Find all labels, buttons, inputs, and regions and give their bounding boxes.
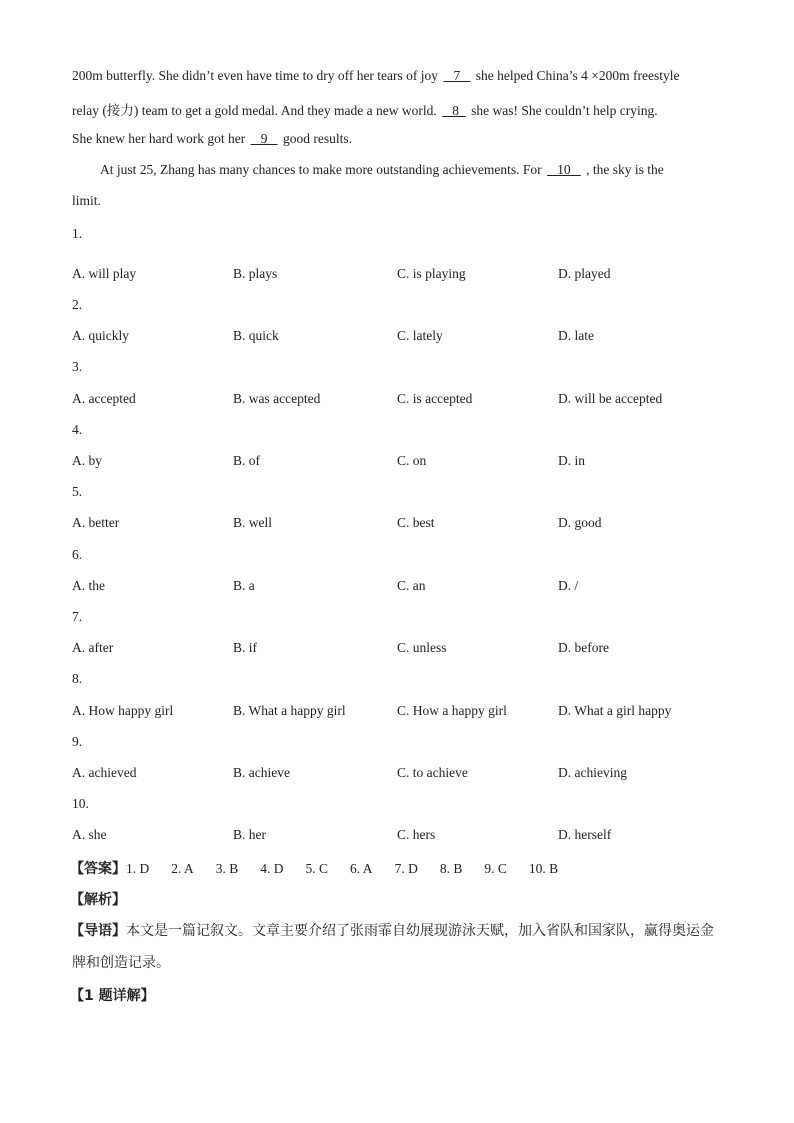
option-c[interactable]: C. is playing	[397, 266, 466, 281]
option-d[interactable]: D. /	[558, 578, 579, 593]
answer-item: 7. D	[394, 861, 418, 876]
question-number: 3.	[72, 359, 83, 374]
answer-label: 【答案】	[70, 861, 126, 877]
option-b[interactable]: B. her	[233, 827, 266, 842]
option-c[interactable]: C. best	[397, 515, 435, 530]
text: good results.	[279, 131, 352, 146]
passage-line	[100, 162, 664, 178]
option-c[interactable]: C. How a happy girl	[397, 703, 507, 718]
blank-9: 9	[260, 131, 268, 146]
text: At just 25, Zhang has many chances to make more outstanding achievements. For	[100, 162, 546, 177]
option-a[interactable]: A. achieved	[72, 765, 137, 780]
analysis-heading: 【解析】	[70, 892, 126, 908]
intro-paragraph	[70, 920, 714, 940]
question-number: 8.	[72, 671, 83, 686]
option-d[interactable]: D. in	[558, 453, 585, 468]
option-c[interactable]: C. on	[397, 453, 427, 468]
option-d[interactable]: D. achieving	[558, 765, 627, 780]
text: , the sky is the	[582, 162, 664, 177]
option-a[interactable]: A. will play	[72, 266, 137, 281]
option-c[interactable]: C. lately	[397, 328, 443, 343]
passage-line	[72, 68, 680, 84]
question-number: 4.	[72, 422, 83, 437]
intro-text: 本文是一篇记叙文。文章主要介绍了张雨霏自幼展现游泳天赋，加入省队和国家队，赢得奥运金	[126, 923, 714, 939]
answer-item: 10. B	[528, 861, 559, 876]
option-c[interactable]: C. an	[397, 578, 426, 593]
option-b[interactable]: B. What a happy girl	[233, 703, 346, 718]
option-a[interactable]: A. after	[72, 640, 114, 655]
intro-paragraph-cont: 牌和创造记录。	[72, 955, 170, 971]
passage-line	[72, 99, 658, 119]
option-d[interactable]: D. late	[558, 328, 594, 343]
option-b[interactable]: B. if	[233, 640, 258, 655]
option-c[interactable]: C. to achieve	[397, 765, 468, 780]
option-c[interactable]: C. is accepted	[397, 391, 473, 406]
option-c[interactable]: C. hers	[397, 827, 436, 842]
blank-10: 10	[557, 162, 571, 177]
blank-7: 7	[453, 68, 461, 83]
option-d[interactable]: D. herself	[558, 827, 612, 842]
option-c[interactable]: C. unless	[397, 640, 447, 655]
option-d[interactable]: D. played	[558, 266, 611, 281]
text: 200m butterfly. She didn’t even have time to dry off her tears of joy	[72, 68, 442, 83]
question-number: 2.	[72, 297, 83, 312]
question-number: 9.	[72, 734, 83, 749]
option-a[interactable]: A. better	[72, 515, 120, 530]
question-number: 1.	[72, 226, 83, 241]
answer-item: 2. A	[171, 861, 194, 876]
option-b[interactable]: B. well	[233, 515, 272, 530]
text: relay (接力) team to get a gold medal. And they made a new world.	[72, 103, 441, 118]
option-d[interactable]: D. good	[558, 515, 602, 530]
passage-line	[72, 131, 352, 147]
intro-label: 【导语】	[70, 923, 126, 939]
answer-item: 4. D	[260, 861, 284, 876]
option-b[interactable]: B. was accepted	[233, 391, 321, 406]
answer-key	[70, 858, 580, 878]
question-number: 7.	[72, 609, 83, 624]
option-d[interactable]: D. What a girl happy	[558, 703, 672, 718]
text: she helped China’s 4 ×200m freestyle	[472, 68, 680, 83]
option-a[interactable]: A. by	[72, 453, 102, 468]
passage-line: limit.	[72, 193, 101, 208]
option-d[interactable]: D. will be accepted	[558, 391, 663, 406]
question-number: 6.	[72, 547, 83, 562]
answer-item: 8. B	[439, 861, 463, 876]
question-number: 10.	[72, 796, 89, 811]
option-b[interactable]: B. a	[233, 578, 255, 593]
option-d[interactable]: D. before	[558, 640, 609, 655]
option-a[interactable]: A. quickly	[72, 328, 129, 343]
option-b[interactable]: B. plays	[233, 266, 278, 281]
answer-item: 1. D	[126, 861, 150, 876]
blank-8: 8	[452, 103, 460, 118]
answer-item: 6. A	[350, 861, 373, 876]
option-a[interactable]: A. the	[72, 578, 105, 593]
option-b[interactable]: B. achieve	[233, 765, 290, 780]
option-a[interactable]: A. How happy girl	[72, 703, 174, 718]
answer-item: 3. B	[215, 861, 239, 876]
option-a[interactable]: A. accepted	[72, 391, 136, 406]
option-b[interactable]: B. quick	[233, 328, 279, 343]
answer-item: 5. C	[305, 861, 329, 876]
option-a[interactable]: A. she	[72, 827, 107, 842]
answer-item: 9. C	[484, 861, 507, 876]
detail-heading: 【1 题详解】	[70, 988, 155, 1004]
text: She knew her hard work got her	[72, 131, 249, 146]
question-number: 5.	[72, 484, 83, 499]
option-b[interactable]: B. of	[233, 453, 260, 468]
text: she was! She couldn’t help crying.	[467, 103, 658, 118]
